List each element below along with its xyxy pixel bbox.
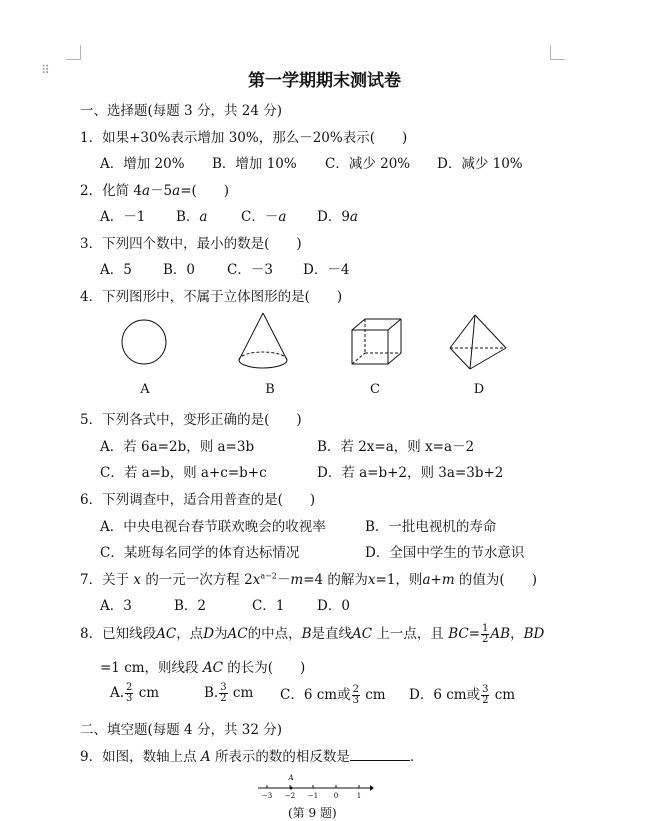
drag-handle-icon[interactable]: ⠿ bbox=[41, 63, 51, 77]
question-8-option-b: B. $\frac{3}{2}$ cm bbox=[204, 682, 254, 704]
question-9-stem: 9．如图，数轴上点 A 所表示的数的相反数是 ． bbox=[80, 749, 424, 765]
question-3-option-c: C．－3 bbox=[227, 262, 273, 278]
page-title: 第一学期期末测试卷 bbox=[248, 71, 401, 91]
question-6-stem: 6．下列调查中，适合用普查的是( ) bbox=[80, 492, 316, 508]
tick-label-neg2: −2 bbox=[284, 792, 296, 800]
question-5-option-d: D．若 a=b+2，则 3a=3b+2 bbox=[317, 465, 504, 481]
question-6-option-d: D．全国中学生的节水意识 bbox=[365, 545, 525, 561]
question-8-option-d: D．6 cm或 $\frac{3}{2}$ cm bbox=[409, 684, 516, 706]
number-line-arrow-icon bbox=[370, 785, 374, 791]
point-a-label: A bbox=[288, 774, 294, 782]
question-1-option-c: C．减少 20% bbox=[325, 156, 411, 172]
number-line-figure bbox=[258, 772, 374, 802]
question-1-option-d: D．减少 10% bbox=[437, 156, 523, 172]
question-3-option-b: B．0 bbox=[163, 262, 196, 278]
point-a-marker bbox=[290, 787, 293, 790]
question-7-stem: 7．关于 x 的一元一次方程 $2x^{a-2}-m=4$ 的解为x=1，则a+m 的值为( ) bbox=[80, 571, 537, 588]
cube-figure bbox=[351, 318, 403, 366]
section-heading-choice: 一、选择题(每题 3 分，共 24 分) bbox=[80, 103, 282, 119]
question-5-option-c: C．若 a=b，则 a+c=b+c bbox=[100, 465, 267, 481]
question-2-option-b: B．a bbox=[176, 209, 208, 225]
question-8-stem-line-1: 8．已知线段AC，点D为AC的中点，B是直线AC 上一点，且 BC= $\frac{1}{2}$ AB，BD bbox=[80, 623, 545, 645]
question-2-stem: 2．化简 4a－5a=( ) bbox=[80, 183, 230, 199]
question-8-option-a: A. $\frac{2}{3}$ cm bbox=[110, 682, 160, 704]
tick-label-0: 0 bbox=[333, 792, 339, 800]
figure-label-c: C bbox=[370, 382, 380, 397]
question-6-option-a: A．中央电视台春节联欢晚会的收视率 bbox=[100, 519, 326, 535]
question-7-option-d: D．0 bbox=[317, 598, 350, 614]
question-1-option-b: B．增加 10% bbox=[212, 156, 297, 172]
cone-figure bbox=[236, 312, 292, 374]
question-5-option-b: B．若 2x=a，则 x=a－2 bbox=[317, 439, 475, 455]
question-2-option-c: C．－a bbox=[241, 209, 287, 225]
question-3-stem: 3．下列四个数中，最小的数是( ) bbox=[80, 236, 302, 252]
figure-label-d: D bbox=[473, 382, 485, 397]
question-6-option-c: C．某班每名同学的体育达标情况 bbox=[100, 545, 300, 561]
tick-label-neg3: −3 bbox=[261, 792, 273, 800]
question-6-option-b: B．一批电视机的寿命 bbox=[365, 519, 497, 535]
question-2-option-a: A．－1 bbox=[100, 209, 146, 225]
figure-caption: (第 9 题) bbox=[288, 806, 337, 820]
fraction-one-half: $\frac{1}{2}$ bbox=[482, 623, 489, 645]
section-heading-fill: 二、填空题(每题 4 分，共 32 分) bbox=[80, 722, 282, 738]
answer-blank[interactable] bbox=[350, 750, 410, 761]
question-7-option-b: B．2 bbox=[174, 598, 207, 614]
question-4-stem: 4．下列图形中，不属于立体图形的是( ) bbox=[80, 289, 343, 305]
circle-figure bbox=[120, 318, 170, 368]
question-8-option-c: C．6 cm或 $\frac{2}{3}$ cm bbox=[280, 684, 386, 706]
figure-label-b: B bbox=[265, 382, 275, 397]
question-3-option-d: D．－4 bbox=[303, 262, 350, 278]
tick-label-neg1: −1 bbox=[307, 792, 319, 800]
question-1-stem: 1．如果+30%表示增加 30%，那么－20%表示( ) bbox=[80, 130, 408, 146]
pyramid-figure bbox=[448, 314, 510, 372]
question-2-option-d: D．9a bbox=[317, 209, 358, 225]
question-5-option-a: A．若 6a=2b，则 a=3b bbox=[100, 439, 255, 455]
margin-corner-left bbox=[66, 45, 81, 60]
question-8-stem-line-2: =1 cm，则线段 AC 的长为( ) bbox=[100, 660, 306, 676]
question-5-stem: 5．下列各式中，变形正确的是( ) bbox=[80, 412, 302, 428]
figure-label-a: A bbox=[140, 382, 150, 397]
question-7-option-a: A．3 bbox=[100, 598, 132, 614]
question-3-option-a: A．5 bbox=[100, 262, 132, 278]
tick-label-1: 1 bbox=[356, 792, 362, 800]
margin-corner-right bbox=[550, 45, 565, 60]
question-7-option-c: C．1 bbox=[252, 598, 285, 614]
question-1-option-a: A．增加 20% bbox=[100, 156, 185, 172]
